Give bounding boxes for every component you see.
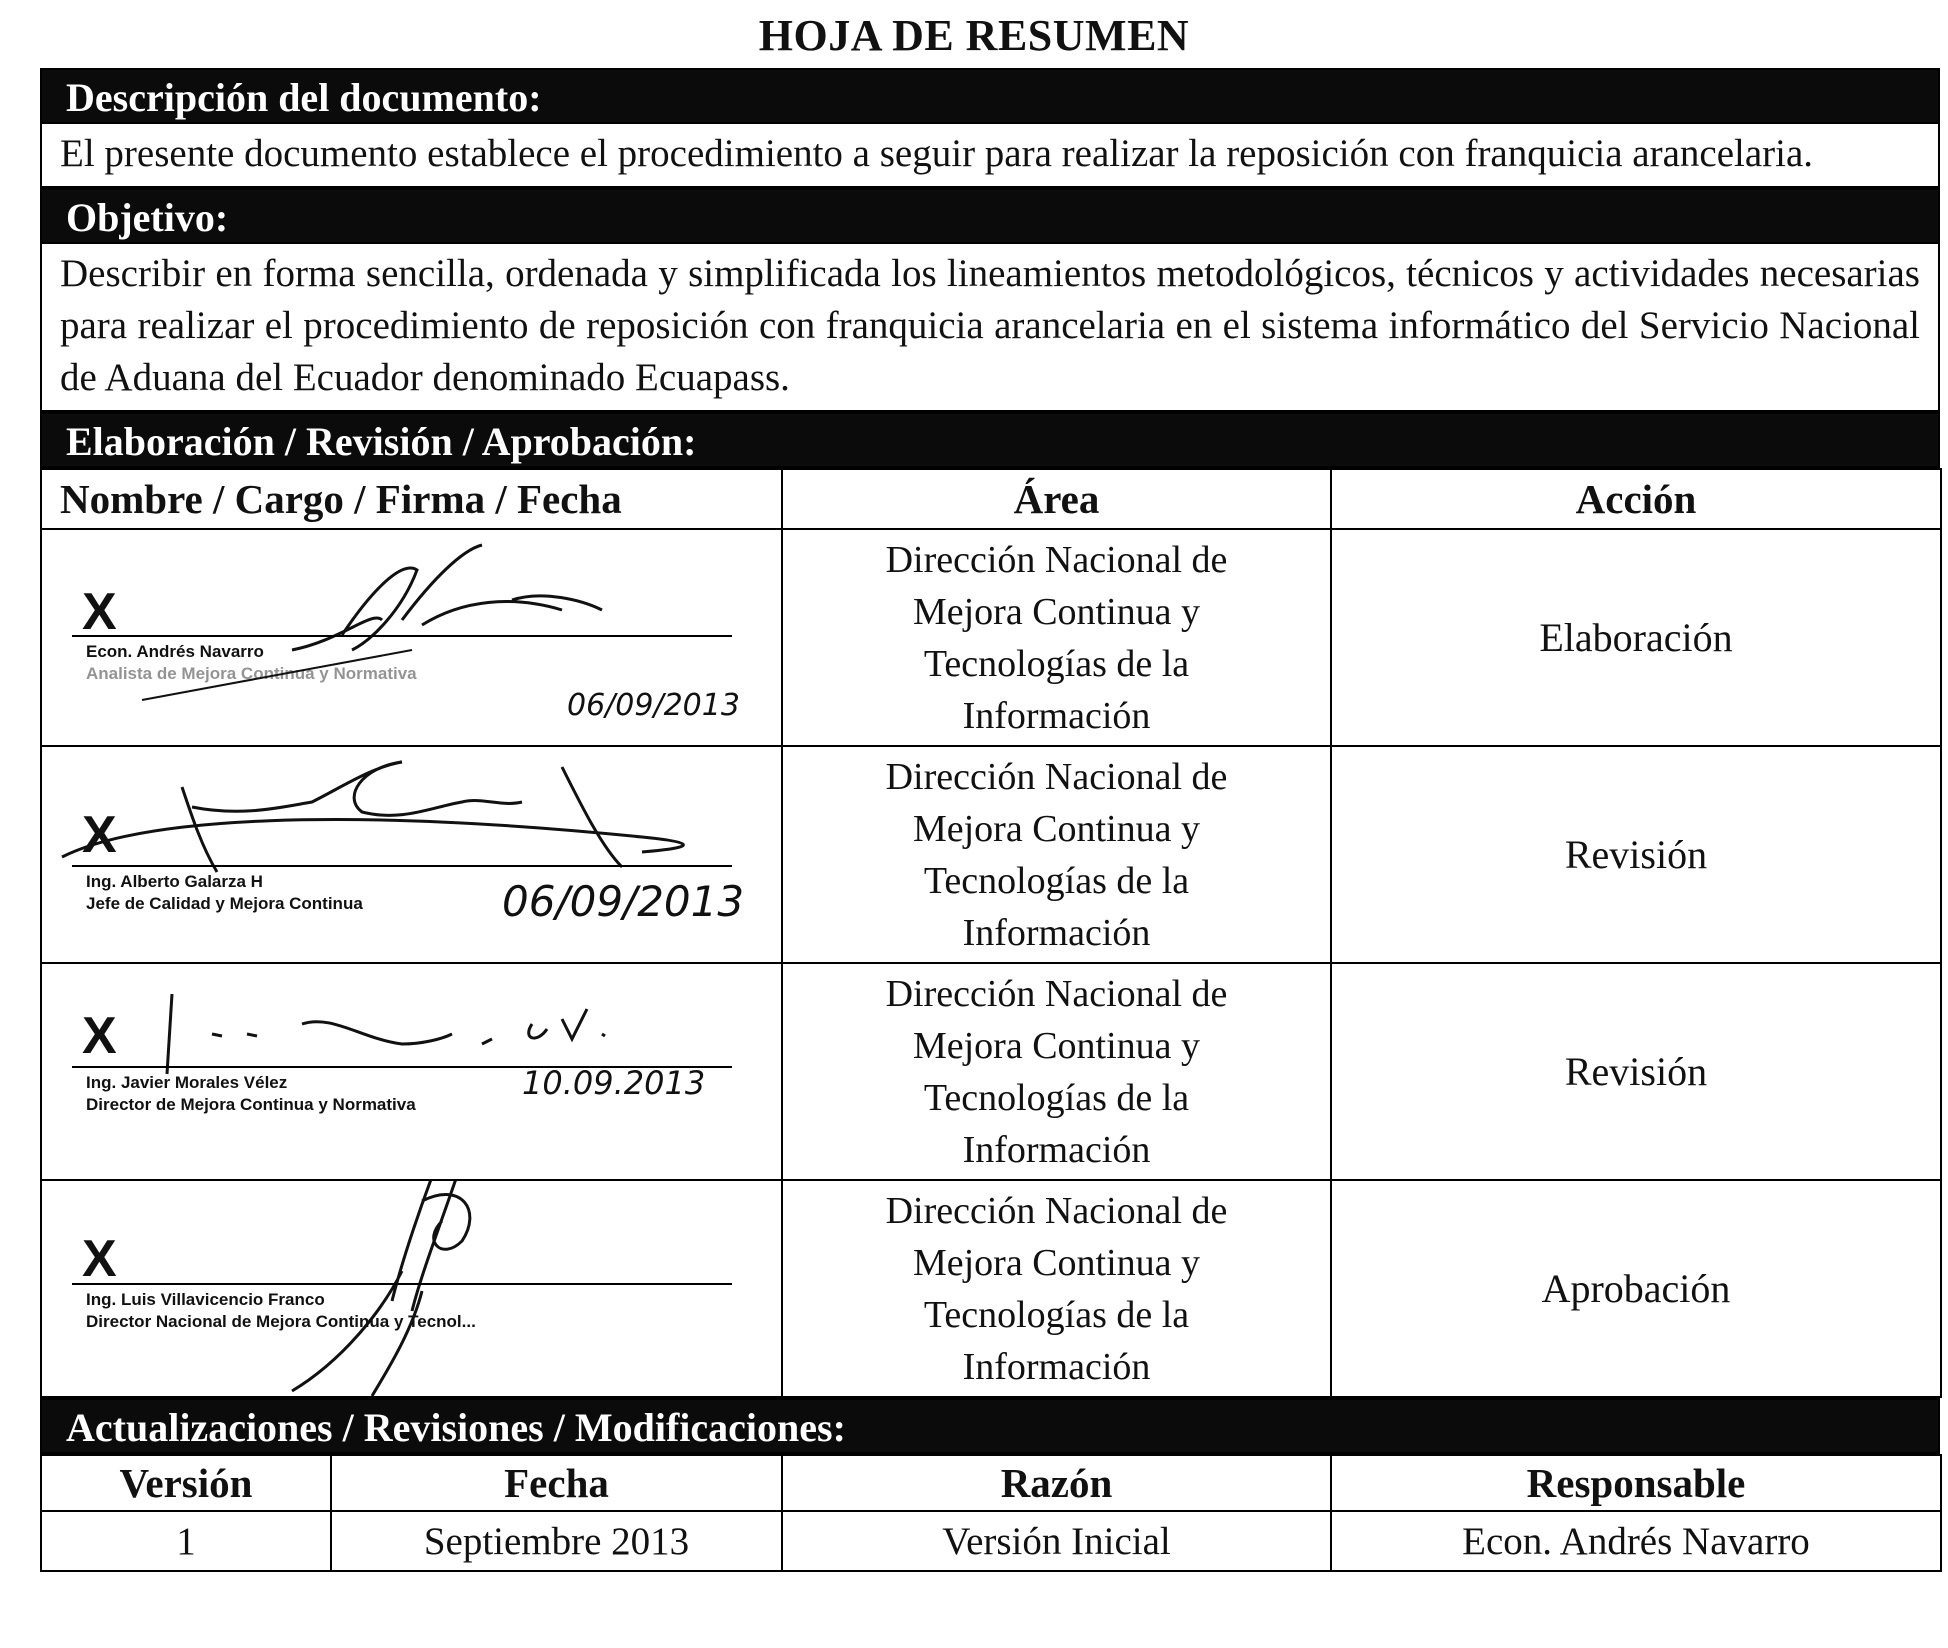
approval-row (41, 963, 1941, 1180)
summary-sheet (40, 68, 1940, 1572)
updates-heading: Actualizaciones / Revisiones / Modificaciones: (40, 1398, 1940, 1454)
signature-drawing (42, 747, 783, 962)
page-title: HOJA DE RESUMEN (758, 11, 1190, 60)
area-line: Información (962, 911, 1151, 954)
area-line: Dirección Nacional de (885, 972, 1228, 1015)
signature-date: 10.09.2013 (522, 1064, 706, 1102)
signature-x-mark: X (82, 806, 117, 864)
approval-row (41, 1180, 1941, 1397)
version-cell: 1 (41, 1511, 331, 1571)
signer-role: Director de Mejora Continua y Normativa (86, 1095, 416, 1114)
signer-name: Ing. Luis Villavicencio Franco (86, 1290, 325, 1309)
signature-x-mark: X (82, 1007, 117, 1065)
signer-name: Econ. Andrés Navarro (86, 642, 264, 661)
column-header-responsible: Responsable (1331, 1455, 1941, 1511)
area-cell (782, 529, 1331, 746)
signer-name: Ing. Alberto Galarza H (86, 872, 263, 891)
action-cell: Revisión (1331, 963, 1941, 1180)
reason-cell: Versión Inicial (782, 1511, 1331, 1571)
signature-cell (41, 1180, 782, 1397)
signature-cell (41, 746, 782, 963)
date-cell: Septiembre 2013 (331, 1511, 782, 1571)
signer-role: Jefe de Calidad y Mejora Continua (86, 894, 363, 913)
objective-text: Describir en forma sencilla, ordenada y simplificada los lineamientos metodológicos, técnicos y actividades necesarias para realizar el procedimiento de reposición con franquicia arancelaria en el sistema informático del Servicio Nacional de Aduana del Ecuador denominado Ecuapass. (40, 244, 1940, 412)
area-line: Información (962, 1128, 1151, 1171)
area-line: Mejora Continua y (912, 1241, 1201, 1284)
approval-heading: Elaboración / Revisión / Aprobación: (40, 412, 1940, 468)
signature-date: 06/09/2013 (502, 877, 745, 926)
area-line: Tecnologías de la (923, 859, 1190, 902)
description-heading: Descripción del documento: (40, 68, 1940, 124)
area-line: Mejora Continua y (912, 807, 1201, 850)
signature-x-mark: X (82, 583, 117, 641)
action-cell: Elaboración (1331, 529, 1941, 746)
approval-header-row (41, 469, 1941, 529)
approval-table (40, 468, 1942, 1398)
description-text: El presente documento establece el procedimiento a seguir para realizar la reposición con franquicia arancelaria. (40, 124, 1940, 188)
area-cell (782, 1180, 1331, 1397)
column-header-action: Acción (1331, 469, 1941, 529)
column-header-reason: Razón (782, 1455, 1331, 1511)
area-cell (782, 963, 1331, 1180)
area-line: Dirección Nacional de (885, 1189, 1228, 1232)
area-line: Tecnologías de la (923, 642, 1190, 685)
area-line: Mejora Continua y (912, 590, 1201, 633)
approval-row (41, 746, 1941, 963)
area-line: Mejora Continua y (912, 1024, 1201, 1067)
area-cell (782, 746, 1331, 963)
area-line: Información (962, 694, 1151, 737)
objective-heading: Objetivo: (40, 188, 1940, 244)
column-header-area: Área (782, 469, 1331, 529)
signature-cell (41, 963, 782, 1180)
signer-name: Ing. Javier Morales Vélez (86, 1073, 288, 1092)
action-cell: Aprobación (1331, 1180, 1941, 1397)
signature-date: 06/09/2013 (567, 688, 740, 723)
action-cell: Revisión (1331, 746, 1941, 963)
signer-role: Director Nacional de Mejora Continua y Tecnol... (86, 1312, 476, 1331)
area-line: Información (962, 1345, 1151, 1388)
column-header-date: Fecha (331, 1455, 782, 1511)
area-line: Dirección Nacional de (885, 538, 1228, 581)
signature-line (72, 1283, 732, 1285)
updates-table (40, 1454, 1942, 1572)
column-header-version: Versión (41, 1455, 331, 1511)
column-header-name: Nombre / Cargo / Firma / Fecha (41, 469, 782, 529)
signature-line (72, 635, 732, 637)
area-line: Tecnologías de la (923, 1076, 1190, 1119)
signature-drawing (42, 1181, 783, 1396)
updates-row (41, 1511, 1941, 1571)
area-line: Tecnologías de la (923, 1293, 1190, 1336)
signature-line (72, 865, 732, 867)
approval-row (41, 529, 1941, 746)
signature-cell (41, 529, 782, 746)
signature-x-mark: X (82, 1230, 117, 1288)
responsible-cell: Econ. Andrés Navarro (1331, 1511, 1941, 1571)
area-line: Dirección Nacional de (885, 755, 1228, 798)
signer-role: Analista de Mejora Continua y Normativa (86, 664, 417, 683)
updates-header-row (41, 1455, 1941, 1511)
